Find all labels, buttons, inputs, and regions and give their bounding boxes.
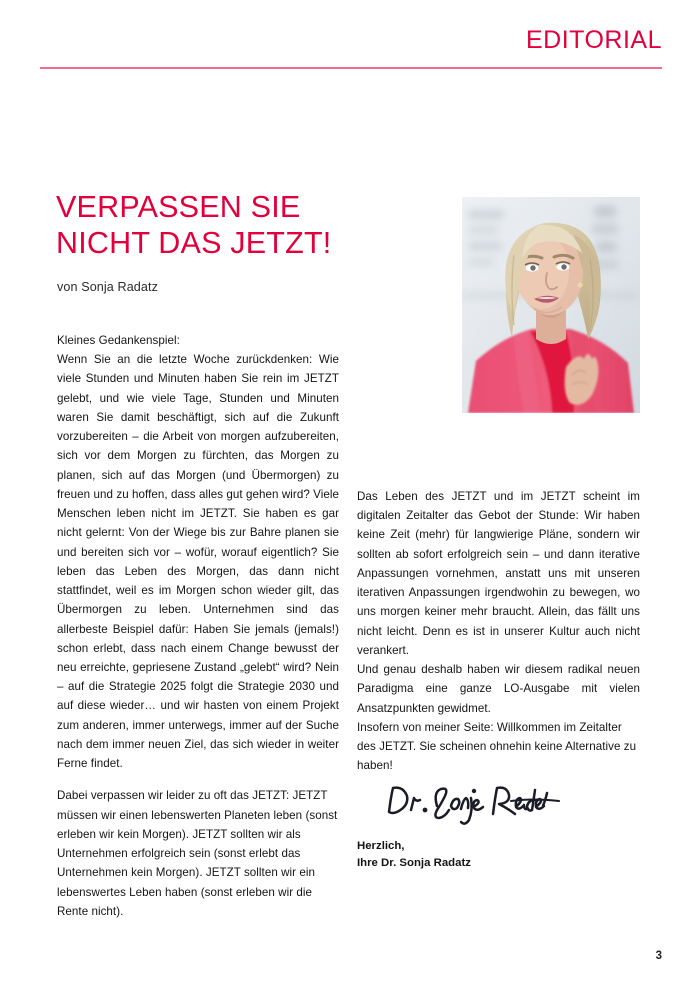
portrait-illustration xyxy=(462,197,640,413)
signature-strokes xyxy=(383,776,563,834)
section-label: EDITORIAL xyxy=(525,26,662,54)
paragraph: Dabei verpassen wir leider zu oft das JETZT: JETZT müssen wir einen lebenswerten Planeten leben (sonst erleben wir kein Morgen). JETZT sollten wir als Unternehmen erfolgreich sein (sonst erlebt das Unternehmen kein Morgen). JETZT sollten wir ein lebenswertes Leben haben (sonst erleben wir die Rente nicht). xyxy=(57,789,338,918)
paragraph: Wenn Sie an die letzte Woche zurückdenken: Wie viele Stunden und Minuten haben Sie rein im JETZT gelebt, und wie viele Tage, Stunden und Minuten waren Sie damit beschäftigt, sich auf die Zukunft vorzubereiten – die Arbeit von morgen aufzubereiten, sich vor dem Morgen zu fürchten, das Morgen zu planen, sich auf das Morgen (und Übermorgen) zu freuen und zu hoffen, dass alles gut gehen wird? Viele Menschen leben nicht im JETZT. Sie haben es gar nicht gelernt: Von der Wiege bis zur Bahre planen sie und bereiten sich vor – wofür, worauf eigentlich? Sie leben das Leben des Morgen, das dann nicht stattfindet, weil es im Morgen schon wieder gilt, das Übermorgen zu leben. Unternehmen sind das allerbeste Beispiel dafür: Haben Sie jemals (jemals!) schon erlebt, dass nach einem Change bewusst der neu erreichte, gepriesene Zustand „gelebt“ wird? Nein – auf die Strategie 2025 folgt die Strategie 2030 und auf diese wieder… und wir hasten von einem Projekt zum anderen, immer unterwegs, immer auf der Suche nach dem immer neuen Ziel, das sich wieder in weiter Ferne findet. xyxy=(57,353,339,771)
page-title xyxy=(56,190,386,262)
header-divider-rule xyxy=(40,67,662,69)
article-column-left xyxy=(57,331,339,921)
author-portrait-photo xyxy=(462,197,640,413)
paragraph: Insofern von meiner Seite: Willkommen im Zeitalter des JETZT. Sie scheinen ohnehin keine Alternative zu haben! xyxy=(357,720,637,773)
paragraph: Und genau deshalb haben wir diesem radikal neuen Paradigma eine ganze LO-Ausgabe mit vielen Ansatzpunkten gewidmet. xyxy=(357,663,640,715)
sign-off-line-1: Herzlich, xyxy=(357,840,405,852)
paragraph: Das Leben des JETZT und im JETZT scheint im digitalen Zeitalter das Gebot der Stunde: Wir haben keine Zeit (mehr) für langwierige Pläne, sondern wir sollten ab sofort erfolgreich sein – und dann iterative Anpassungen vornehmen, anstatt uns mit unseren iterativen Anpassungen irgendwohin zu bewegen, wo uns morgen keiner mehr braucht. Allein, das fällt uns nicht leicht. Denn es ist in unserer Kultur auch nicht verankert. xyxy=(357,490,640,657)
sign-off-line-2: Ihre Dr. Sonja Radatz xyxy=(357,856,471,869)
handwritten-signature xyxy=(383,776,563,834)
page-header xyxy=(0,0,700,80)
page-title-line-1: VERPASSEN SIE xyxy=(56,190,301,224)
page-title-line-2: NICHT DAS JETZT! xyxy=(56,225,332,260)
paragraph: Kleines Gedankenspiel: xyxy=(57,334,180,347)
page-number: 3 xyxy=(655,950,662,962)
sign-off-text xyxy=(357,838,471,871)
byline: von Sonja Radatz xyxy=(57,280,159,294)
article-column-right xyxy=(357,487,640,776)
